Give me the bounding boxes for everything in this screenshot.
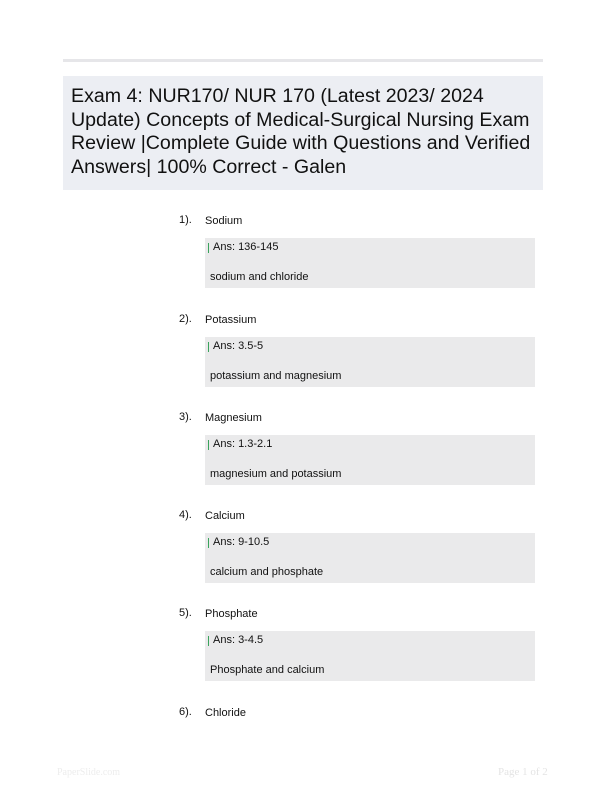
- question-label: Calcium: [205, 510, 245, 522]
- question-number: 2).: [179, 313, 192, 325]
- answer-marker: [208, 636, 209, 646]
- answer-text: Ans: 1.3-2.1: [213, 438, 273, 450]
- question-number: 6).: [179, 706, 192, 718]
- question-number: 4).: [179, 509, 192, 521]
- footer-watermark: PaperSlide.com: [57, 767, 121, 778]
- question-label: Phosphate: [205, 608, 258, 620]
- question-item: [0, 509, 606, 599]
- question-label: Potassium: [205, 314, 257, 326]
- answer-marker: [208, 342, 209, 352]
- answer-text: Ans: 136-145: [213, 241, 279, 253]
- answer-text: Ans: 3-4.5: [213, 634, 264, 646]
- question-label: Sodium: [205, 215, 243, 227]
- question-number: 1).: [179, 214, 192, 226]
- answer-note: potassium and magnesium: [210, 370, 342, 382]
- question-item: [0, 706, 606, 726]
- question-item: [0, 313, 606, 403]
- answer-note: sodium and chloride: [210, 271, 309, 283]
- question-number: 5).: [179, 607, 192, 619]
- answer-box: [205, 533, 535, 583]
- answer-marker: [208, 440, 209, 450]
- answer-box: [205, 631, 535, 681]
- question-item: [0, 214, 606, 304]
- answer-box: [205, 238, 535, 288]
- top-divider: [63, 59, 543, 62]
- answer-box: [205, 435, 535, 485]
- question-label: Magnesium: [205, 412, 262, 424]
- question-label: Chloride: [205, 707, 246, 719]
- question-number: 3).: [179, 411, 192, 423]
- answer-marker: [208, 243, 209, 253]
- question-item: [0, 607, 606, 697]
- title-panel: [63, 76, 543, 190]
- answer-box: [205, 337, 535, 387]
- answer-text: Ans: 9-10.5: [213, 536, 270, 548]
- answer-note: calcium and phosphate: [210, 566, 324, 578]
- answer-note: magnesium and potassium: [210, 468, 342, 480]
- answer-text: Ans: 3.5-5: [213, 340, 264, 352]
- question-item: [0, 411, 606, 501]
- answer-marker: [208, 538, 209, 548]
- answer-note: Phosphate and calcium: [210, 664, 325, 676]
- document-title: Exam 4: NUR170/ NUR 170 (Latest 2023/ 2024 Update) Concepts of Medical-Surgical Nursing Exam Review |Complete Guide with Questions and Verified Answers| 100% Correct - Galen: [71, 85, 531, 178]
- page-indicator: Page 1 of 2: [498, 766, 548, 778]
